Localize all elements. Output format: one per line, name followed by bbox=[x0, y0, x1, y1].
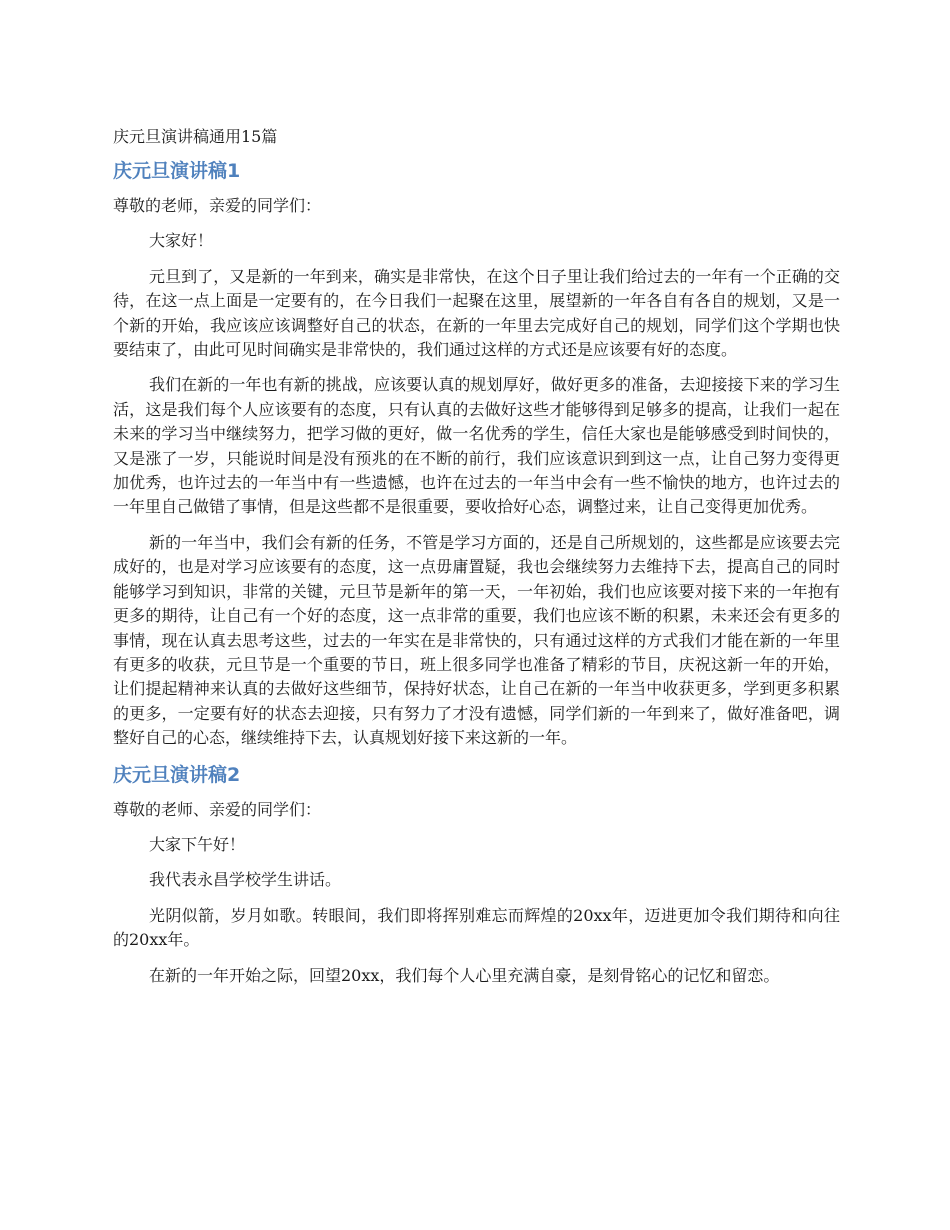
salutation: 尊敬的老师、亲爱的同学们： bbox=[113, 799, 322, 819]
greeting: 大家下午好！ bbox=[149, 834, 246, 854]
document-page bbox=[113, 126, 840, 999]
body-paragraph: 我代表永昌学校学生讲话。 bbox=[149, 870, 342, 890]
body-paragraph: 新的一年当中，我们会有新的任务，不管是学习方面的，还是自己所规划的，这些都是应该要去完成好的，也是对学习应该要有的态度，这一点毋庸置疑，我也会继续努力去维持下去，提高自己的同时能够学习到知识，非常的关键，元旦节是新年的第一天，一年初始，我们也应该要对接下来的一年抱有更多的期待，让自己有一个好的态度，这一点非常的重要，我们也应该不断的积累，未来还会有更多的事情，现在认真去思考这些，过去的一年实在是非常快的，只有通过这样的方式我们才能在新的一年里有更多的收获，元旦节是一个重要的节日，班上很多同学也准备了精彩的节目，庆祝这新一年的开始，让们提起精神来认真的去做好这些细节，保持好状态，让自己在新的一年当中收获更多，学到更多积累的更多，一定要有好的状态去迎接，只有努力了才没有遗憾，同学们新的一年到来了，做好准备吧，调整好自己的心态，继续维持下去，认真规划好接下来这新的一年。 bbox=[113, 532, 840, 748]
speech-section-2 bbox=[113, 762, 840, 988]
salutation: 尊敬的老师，亲爱的同学们： bbox=[113, 196, 322, 215]
greeting: 大家好！ bbox=[149, 231, 214, 251]
section-heading: 庆元旦演讲稿2 bbox=[113, 763, 241, 786]
body-paragraph: 在新的一年开始之际，回望20xx，我们每个人心里充满自豪，是刻骨铭心的记忆和留恋。 bbox=[149, 965, 780, 985]
speech-section-1 bbox=[113, 158, 840, 751]
body-paragraph: 元旦到了，又是新的一年到来，确实是非常快，在这个日子里让我们给过去的一年有一个正确的交待，在这一点上面是一定要有的，在今日我们一起聚在这里，展望新的一年各自有各自的规划，又是一个新的开始，我应该应该调整好自己的状态，在新的一年里去完成好自己的规划，同学们这个学期也快要结束了，由此可见时间确实是非常快的，我们通过这样的方式还是应该要有好的态度。 bbox=[113, 266, 840, 360]
document-title: 庆元旦演讲稿通用15篇 bbox=[113, 127, 278, 146]
section-heading: 庆元旦演讲稿1 bbox=[113, 160, 241, 182]
body-paragraph: 我们在新的一年也有新的挑战，应该要认真的规划厚好，做好更多的准备，去迎接接下来的学习生活，这是我们每个人应该要有的态度，只有认真的去做好这些才能够得到足够多的提高，让我们一起在未来的学习当中继续努力，把学习做的更好，做一名优秀的学生，信任大家也是能够感受到时间快的，又是涨了一岁，只能说时间是没有预兆的在不断的前行，我们应该意识到到这一点，让自己努力变得更加优秀，也许过去的一年当中有一些遗憾，也许在过去的一年当中会有一些不愉快的地方，也许过去的一年里自己做错了事情，但是这些都不是很重要，要收拾好心态，调整过来，让自己变得更加优秀。 bbox=[113, 375, 840, 517]
body-paragraph: 光阴似箭，岁月如歌。转眼间，我们即将挥别难忘而辉煌的20xx年，迈进更加令我们期待和向往的20xx年。 bbox=[113, 905, 840, 950]
